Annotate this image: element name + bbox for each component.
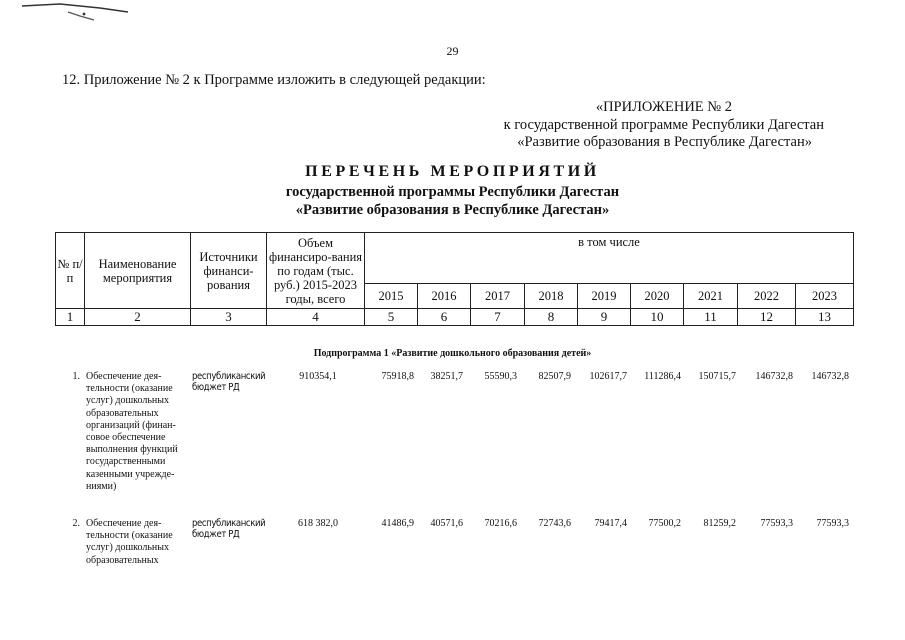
row-activity-name: Обеспечение дея-тельности (оказание услуг) дошкольных образовательных xyxy=(86,518,173,566)
column-number: 5 xyxy=(365,309,418,326)
header-volume: Объем финансиро-вания по годам (тыс. руб.) 2015-2023 годы, всего xyxy=(267,233,365,309)
header-year: 2021 xyxy=(684,284,738,309)
row-year-value: 81259,2 xyxy=(703,518,736,529)
row-year-value: 77500,2 xyxy=(648,518,681,529)
row-year-value: 146732,8 xyxy=(811,371,849,382)
page-number: 29 xyxy=(446,44,459,58)
header-year: 2019 xyxy=(578,284,631,309)
column-number: 13 xyxy=(796,309,854,326)
header-year: 2023 xyxy=(796,284,854,309)
row-total: 910354,1 xyxy=(299,371,337,382)
appendix-line-3: «Развитие образования в Республике Дагестан» xyxy=(517,134,812,150)
row-year-value: 77593,3 xyxy=(760,518,793,529)
column-number: 3 xyxy=(191,309,267,326)
header-year: 2022 xyxy=(738,284,796,309)
instruction-text: 12. Приложение № 2 к Программе изложить в следующей редакции: xyxy=(62,72,486,88)
table-header xyxy=(55,232,854,326)
row-year-value: 82507,9 xyxy=(538,371,571,382)
column-number: 11 xyxy=(684,309,738,326)
subprogram-heading: Подпрограмма 1 «Развитие дошкольного образования детей» xyxy=(313,348,592,359)
column-number: 1 xyxy=(56,309,85,326)
header-year: 2015 xyxy=(365,284,418,309)
header-year: 2020 xyxy=(631,284,684,309)
row-year-value: 111286,4 xyxy=(644,371,681,382)
header-including: в том числе xyxy=(365,233,854,284)
row-year-value: 79417,4 xyxy=(594,518,627,529)
row-year-value: 38251,7 xyxy=(430,371,463,382)
title-sub-2: «Развитие образования в Республике Дагестан» xyxy=(295,202,610,218)
column-number: 7 xyxy=(471,309,525,326)
header-year: 2017 xyxy=(471,284,525,309)
row-year-value: 70216,6 xyxy=(484,518,517,529)
row-total: 618 382,0 xyxy=(298,518,338,529)
column-number: 2 xyxy=(85,309,191,326)
row-year-value: 40571,6 xyxy=(430,518,463,529)
row-year-value: 55590,3 xyxy=(484,371,517,382)
column-number: 4 xyxy=(267,309,365,326)
scan-artifact-mark xyxy=(20,0,130,22)
header-year: 2018 xyxy=(525,284,578,309)
row-year-value: 146732,8 xyxy=(755,371,793,382)
title-main: ПЕРЕЧЕНЬ МЕРОПРИЯТИЙ xyxy=(305,163,600,180)
column-number: 8 xyxy=(525,309,578,326)
appendix-line-2: к государственной программе Республики Дагестан xyxy=(503,116,824,133)
row-year-value: 150715,7 xyxy=(698,371,736,382)
row-year-value: 77593,3 xyxy=(816,518,849,529)
row-year-value: 41486,9 xyxy=(381,518,414,529)
header-num: № п/п xyxy=(56,233,85,309)
row-year-value: 72743,6 xyxy=(538,518,571,529)
header-source: Источники финанси-рования xyxy=(191,233,267,309)
row-number: 1. xyxy=(72,371,80,382)
row-year-value: 102617,7 xyxy=(589,371,627,382)
row-funding-source: республиканский бюджет РД xyxy=(192,371,266,393)
document-title xyxy=(0,163,905,219)
column-number: 10 xyxy=(631,309,684,326)
title-sub-1: государственной программы Республики Дагестан xyxy=(285,184,620,200)
column-number: 12 xyxy=(738,309,796,326)
row-year-value: 75918,8 xyxy=(381,371,414,382)
header-name: Наименование мероприятия xyxy=(85,233,191,309)
row-number: 2. xyxy=(72,518,80,529)
appendix-heading xyxy=(467,99,827,152)
column-number: 9 xyxy=(578,309,631,326)
row-funding-source: республиканский бюджет РД xyxy=(192,518,266,540)
appendix-line-1: «ПРИЛОЖЕНИЕ № 2 xyxy=(595,99,732,115)
header-year: 2016 xyxy=(418,284,471,309)
row-activity-name: Обеспечение дея-тельности (оказание услуг) дошкольных образовательных организаций (финан-совое обеспечение выполнения функций государственными казенными учрежде-ниями) xyxy=(86,371,178,492)
column-number: 6 xyxy=(418,309,471,326)
